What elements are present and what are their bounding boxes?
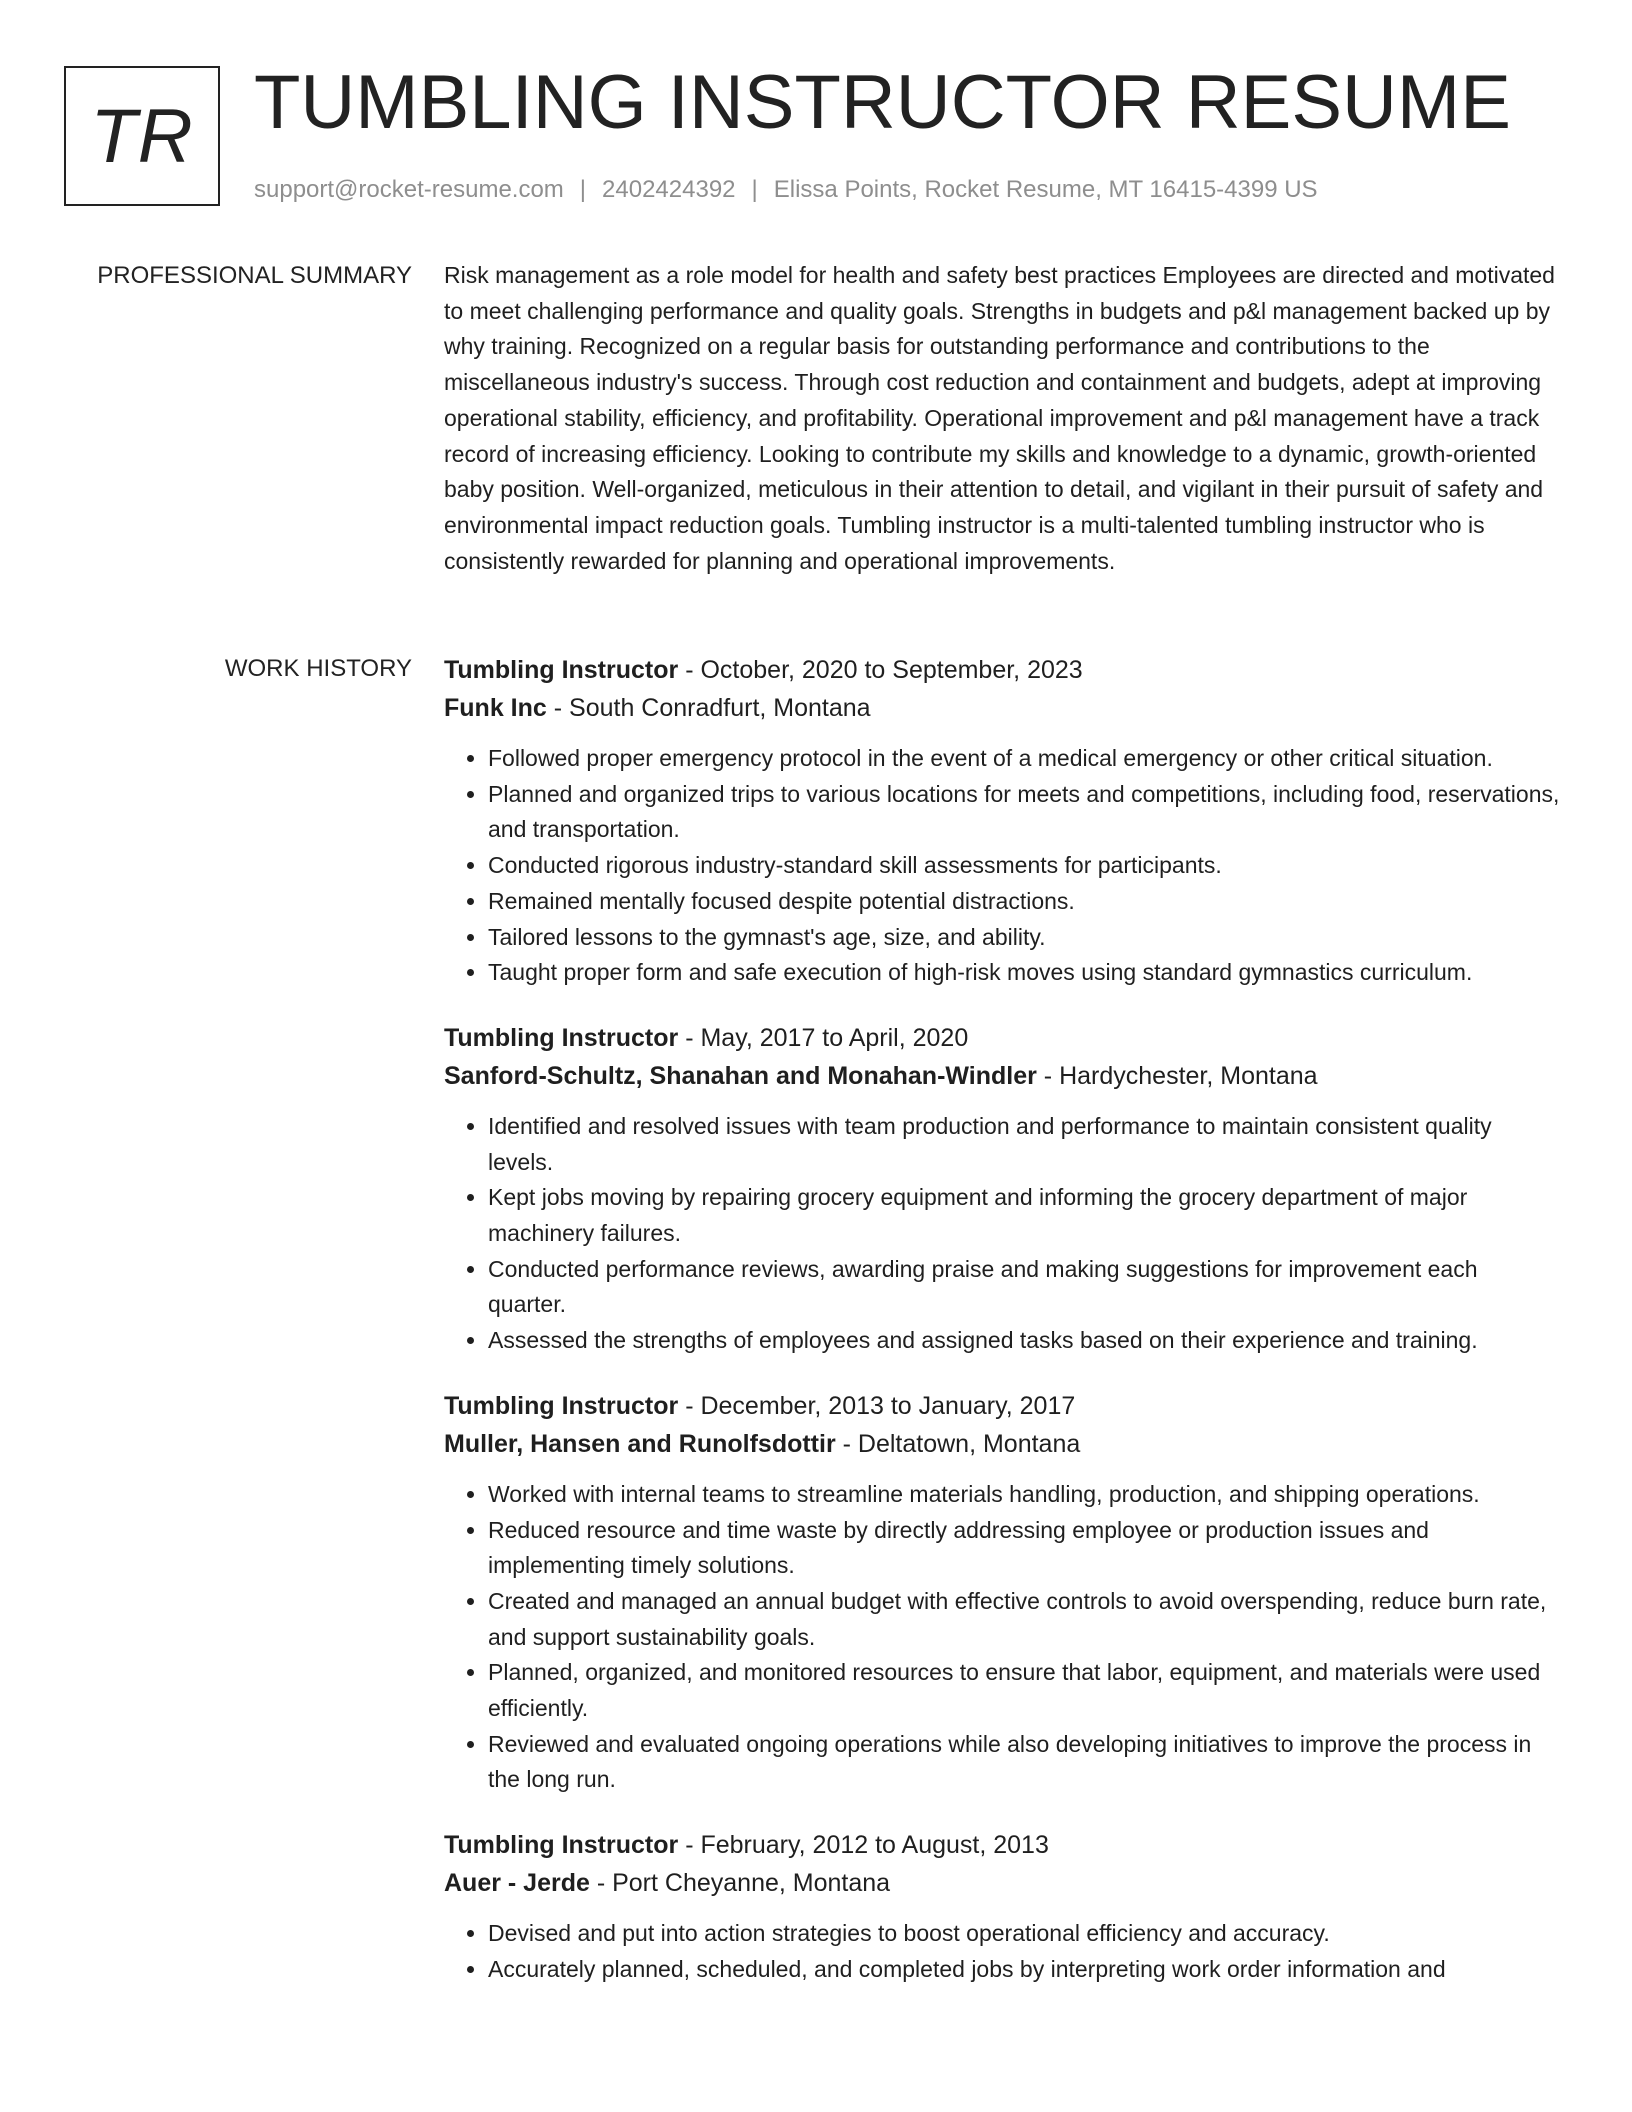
contact-separator: | [579,176,587,203]
contact-address: Elissa Points, Rocket Resume, MT 16415-4399 US [773,176,1318,203]
contact-separator: | [751,176,758,203]
job-entry [444,1826,1560,1987]
work-history-list [444,651,1560,2016]
summary-text: Risk management as a role model for health and safety best practices Employees are directed and motivated to meet challenging performance and quality goals. Strengths in budgets and p&l management backed up by why training. Recognized on a regular basis for outstanding performance and contributions to the miscellaneous industry's success. Through cost reduction and containment and budgets, adept at improving operational stability, efficiency, and profitability. Operational improvement and p&l management have a track record of increasing efficiency. Looking to contribute my skills and knowledge to a dynamic, growth-oriented baby position. Well-organized, meticulous in their attention to detail, and vigilant in their pursuit of safety and environmental impact reduction goals. Tumbling instructor is a multi-talented tumbling instructor who is consistently rewarded for planning and operational improvements. [444,262,1555,574]
job-company: Auer - Jerde [444,1869,590,1898]
job-bullet: • Identified and resolved issues with team production and performance to maintain consistent quality levels. [488,1109,1560,1180]
job-bullet: • Worked with internal teams to streamline materials handling, production, and shipping operations. [488,1477,1560,1513]
job-bullets [444,1109,1560,1359]
job-bullet: • Reviewed and evaluated ongoing operations while also developing initiatives to improve the process in the long run. [488,1727,1560,1798]
job-bullet: • Conducted rigorous industry-standard skill assessments for participants. [488,848,1560,884]
job-bullet: • Remained mentally focused despite potential distractions. [488,884,1560,920]
job-company: Funk Inc [444,694,547,722]
job-title: Tumbling Instructor [444,1831,679,1860]
job-bullets [444,1477,1560,1798]
job-company-line [444,1864,1560,1902]
job-title: Tumbling Instructor [444,1391,679,1420]
job-location: - Port Cheyanne, Montana [589,1869,891,1898]
job-company-line [444,1425,1560,1463]
job-dates: - December, 2013 to January, 2017 [678,1391,1076,1420]
job-title-line [444,1826,1560,1864]
job-bullet: • Tailored lessons to the gymnast's age, size, and ability. [488,920,1560,956]
job-dates: - February, 2012 to August, 2013 [678,1831,1049,1860]
contact-email: support@rocket-resume.com [254,176,564,203]
monogram-logo: TR [64,66,220,206]
job-bullet: • Reduced resource and time waste by directly addressing employee or production issues and implementing timely solutions. [488,1513,1560,1584]
job-title: Tumbling Instructor [444,1023,679,1052]
job-dates: - May, 2017 to April, 2020 [678,1023,969,1052]
job-title-line [444,1019,1560,1057]
job-bullet: • Kept jobs moving by repairing grocery equipment and informing the grocery department of major machinery failures. [488,1180,1560,1251]
job-bullet: • Followed proper emergency protocol in the event of a medical emergency or other critical situation. [488,741,1560,777]
job-bullet: • Accurately planned, scheduled, and completed jobs by interpreting work order information and [488,1952,1560,1988]
job-bullet: • Assessed the strengths of employees and assigned tasks based on their experience and training. [488,1323,1560,1359]
job-location: - Deltatown, Montana [835,1429,1081,1458]
job-entry [444,1019,1560,1359]
job-title-line [444,651,1560,689]
job-company-line [444,689,1560,727]
job-title: Tumbling Instructor [444,656,679,684]
job-bullet: • Devised and put into action strategies to boost operational efficiency and accuracy. [488,1916,1560,1952]
job-bullet: • Planned and organized trips to various locations for meets and competitions, including food, reservations, and transportation. [488,777,1560,848]
job-company: Sanford-Schultz, Shanahan and Monahan-Windler [444,1061,1037,1090]
job-entry [444,651,1560,991]
summary-heading: PROFESSIONAL SUMMARY [97,262,412,289]
job-company-line [444,1057,1560,1095]
job-entry [444,1387,1560,1798]
resume-title: TUMBLING INSTRUCTOR RESUME [254,60,1511,145]
job-title-line [444,1387,1560,1425]
job-bullet: • Created and managed an annual budget with effective controls to avoid overspending, reduce burn rate, and support sustainability goals. [488,1584,1560,1655]
job-company: Muller, Hansen and Runolfsdottir [444,1429,836,1458]
job-bullets [444,1916,1560,1987]
contact-phone: 2402424392 [602,176,736,203]
work-history-heading: WORK HISTORY [224,655,412,682]
job-bullet: • Planned, organized, and monitored resources to ensure that labor, equipment, and materials were used efficiently. [488,1655,1560,1726]
job-bullet: • Conducted performance reviews, awarding praise and making suggestions for improvement each quarter. [488,1252,1560,1323]
job-dates: - October, 2020 to September, 2023 [678,656,1083,684]
job-bullet: • Taught proper form and safe execution of high-risk moves using standard gymnastics curriculum. [488,955,1560,991]
job-location: - South Conradfurt, Montana [546,694,871,722]
job-location: - Hardychester, Montana [1036,1061,1318,1090]
contact-line [254,174,1318,206]
job-bullets [444,741,1560,991]
